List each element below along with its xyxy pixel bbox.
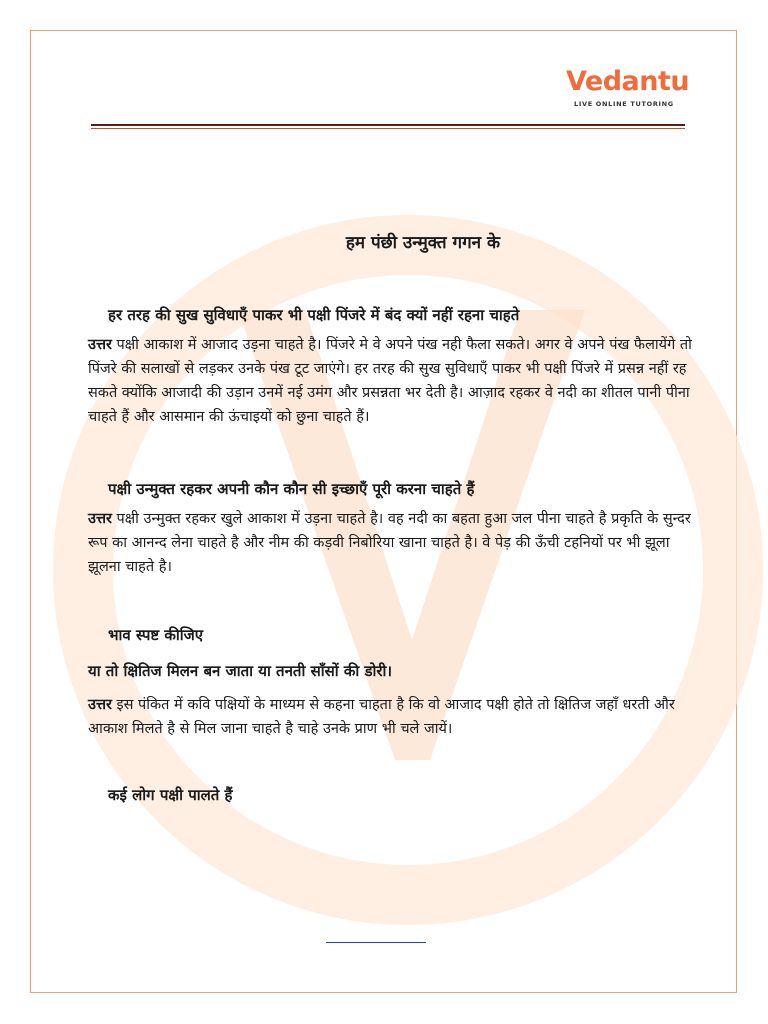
vedantu-logo [566, 66, 690, 110]
answer-text: पक्षी आकाश में आजाद उड़ना चाहते है। पिंजरे मे वे अपने पंख नही फैला सकते। अगर वे अपने पंख फैलायेंगे तो पिंजरे की सलाखों से लड़कर उनके पंख टूट जाएंगे। हर तरह की सुख सुविधाएँ पाकर भी पक्षी पिंजरे में प्रसन्न नहीं रह सकते क्योंकि आजादी की उड़ान उनमें नई उमंग और प्रसन्नता भर देती है। आज़ाद रहकर वे नदी का शीतल पानी पीना चाहते हैं और आसमान की ऊंचाइयों को छुना चाहते हैं। [88, 337, 692, 425]
header-rule [91, 124, 685, 126]
section-heading: भाव स्पष्ट कीजिए [108, 626, 204, 644]
question-2: पक्षी उन्मुक्त रहकर अपनी कौन कौन सी इच्छाएँ पूरी करना चाहते हैं [108, 480, 475, 498]
answer-label: उत्तर [88, 337, 112, 353]
answer-label: उत्तर [88, 697, 112, 713]
question-1: हर तरह की सुख सुविधाएँ पाकर भी पक्षी पिंजरे में बंद क्यों नहीं रहना चाहते [108, 306, 520, 324]
answer-2 [88, 507, 698, 579]
answer-label: उत्तर [88, 511, 112, 527]
answer-text: पक्षी उन्मुक्त रहकर खुले आकाश में उड़ना चाहते है। वह नदी का बहता हुआ जल पीना चाहते है प्रकृति के सुन्दर रूप का आनन्द लेना चाहते है और नीम की कड़वी निबोरिया खाना चाहते है। वे पेड़ की ऊँची टहनियों पर भी झूला झूलना चाहते है। [88, 511, 691, 575]
page-title: हम पंछी उन्मुक्त गगन के [345, 233, 501, 253]
logo-wordmark: Vedantu [566, 66, 690, 97]
question-3: या तो क्षितिज मिलन बन जाता या तनती साँसों की डोरी। [88, 662, 393, 680]
answer-text: इस पंकित में कवि पक्षियों के माध्यम से कहना चाहता है कि वो आजाद पक्षी होते तो क्षितिज जहाँ धरती और आकाश मिलते है से मिल जाना चाहते है चाहे उनके प्राण भी चले जायें। [88, 697, 675, 737]
document-body [88, 230, 698, 805]
answer-3 [88, 693, 698, 741]
question-4: कई लोग पक्षी पालते हैं [108, 786, 233, 804]
logo-tagline: LIVE ONLINE TUTORING [574, 100, 674, 108]
answer-1 [88, 333, 698, 429]
link-underline[interactable] [326, 942, 426, 943]
header-rule-thin [91, 128, 685, 129]
